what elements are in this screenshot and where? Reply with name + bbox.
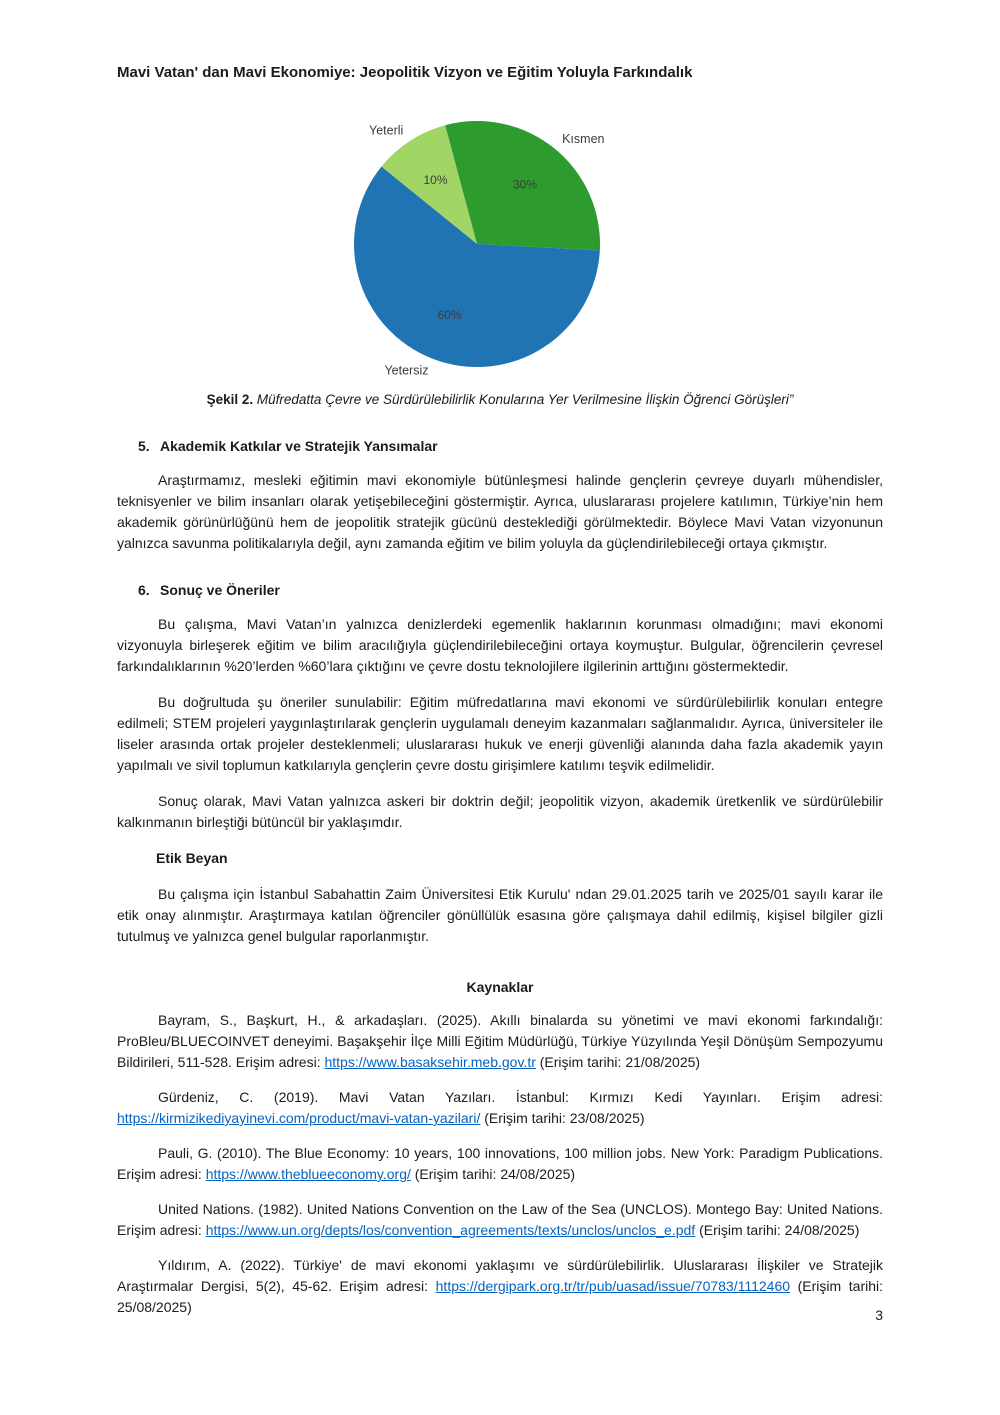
pie-slice-label: Yetersiz xyxy=(384,363,429,378)
reference-link[interactable]: https://kirmizikediyayinevi.com/product/mavi-vatan-yazilari/ xyxy=(117,1110,481,1126)
section-5-paragraph: Araştırmamız, mesleki eğitimin mavi ekonomiyle bütünleşmesi halinde gençlerin çevreye duyarlı mühendisler, teknisyenler ve bilim insanları olarak yetişebileceğini göstermiştir. Ayrıca, uluslararası projelere katılımın, Türkiye’nin hem akademik görünürlüğünü hem de jeopolitik stratejik gücünü desteklediği görülmektedir. Böylece Mavi Vatan vizyonunun yalnızca savunma politikalarıyla değil, aynı zamanda eğitim ve bilim yoluyla da güçlendirilebileceği ortaya çıkmıştır. xyxy=(117,472,883,551)
pie-chart xyxy=(340,113,660,378)
reference-text: (Erişim tarihi: 24/08/2025) xyxy=(695,1222,860,1238)
reference-text: Gürdeniz, C. (2019). Mavi Vatan Yazıları. İstanbul: Kırmızı Kedi Yayınları. Erişim adresi: xyxy=(158,1089,883,1105)
reference-item-2 xyxy=(117,1087,883,1129)
section-6-title: Sonuç ve Öneriler xyxy=(160,582,280,598)
reference-item-3 xyxy=(117,1143,883,1185)
page-number: 3 xyxy=(875,1307,883,1323)
section-6-number: 6. xyxy=(138,582,150,598)
reference-text: (Erişim tarihi: 23/08/2025) xyxy=(480,1110,645,1126)
figure-block xyxy=(117,113,883,410)
section-5-number: 5. xyxy=(138,438,150,454)
reference-item-1 xyxy=(117,1010,883,1073)
figure-caption-label: Şekil 2. xyxy=(206,392,254,407)
reference-item-5 xyxy=(117,1255,883,1318)
ethics-heading: Etik Beyan xyxy=(156,850,228,866)
reference-link[interactable]: https://www.un.org/depts/los/convention_agreements/texts/unclos/unclos_e.pdf xyxy=(205,1222,696,1238)
section-5-heading xyxy=(117,436,883,457)
reference-text: Bayram, S., Başkurt, H., & arkadaşları. (2025). Akıllı binalarda su yönetimi ve mavi ekonomi farkındalığı: ProBleu/BLUECOINVET deneyimi. Başakşehir İlçe Milli Eğitim Müdürlüğü, Türkiye Yüzyılında Yeşil Dönüşüm Sempozyumu Bildirileri, 511-528. Erişim adresi: xyxy=(117,1012,883,1070)
conclusion-paragraph-1: Bu çalışma, Mavi Vatan’ın yalnızca denizlerdeki egemenlik haklarının korunması olmadığını; mavi ekonomi vizyonuyla birleşerek eğitim ve bilim aracılığıyla güçlendirilebileceğini ortaya koymuştur. Bulgular, öğrencilerin çevresel farkındalıklarının %20’lerden %60’lara çıktığını ve çevre dostu teknolojilere ilgilerinin arttığını göstermektedir. xyxy=(117,616,883,674)
reference-text: Yıldırım, A. (2022). Türkiye' de mavi ekonomi yaklaşımı ve sürdürülebilirlik. Uluslararası İlişkiler ve Stratejik Araştırmalar Dergisi, 5(2), 45-62. Erişim adresi: xyxy=(117,1257,883,1294)
reference-text: (Erişim tarihi: 21/08/2025) xyxy=(535,1054,701,1070)
paper-title: Mavi Vatan' dan Mavi Ekonomiye: Jeopolitik Vizyon ve Eğitim Yoluyla Farkındalık xyxy=(117,64,693,81)
reference-link[interactable]: https://dergipark.org.tr/tr/pub/uasad/issue/70783/1112460 xyxy=(435,1278,791,1294)
reference-text: United Nations. (1982). United Nations Convention on the Law of the Sea (UNCLOS). Montego Bay: United Nations. Erişim adresi: xyxy=(117,1201,883,1238)
reference-text: (Erişim tarihi: 24/08/2025) xyxy=(410,1166,576,1182)
pie-slice-label: Yeterli xyxy=(369,123,404,138)
reference-item-4 xyxy=(117,1199,883,1241)
pie-percent-label: 30% xyxy=(512,177,538,192)
conclusion-paragraph-3: Sonuç olarak, Mavi Vatan yalnızca askeri bir doktrin değil; jeopolitik vizyon, akademik üretkenlik ve sürdürülebilir kalkınmanın birleştiği bütüncül bir yaklaşımdır. xyxy=(117,793,883,830)
pie-percent-label: 60% xyxy=(437,308,462,323)
pie-slice-label: Kısmen xyxy=(562,131,605,146)
reference-text: (Erişim tarihi: 25/08/2025) xyxy=(117,1278,883,1315)
ethics-paragraph: Bu çalışma için İstanbul Sabahattin Zaim Üniversitesi Etik Kurulu' ndan 29.01.2025 tarih ve 2025/01 sayılı karar ile etik onay alınmıştır. Araştırmaya katılan öğrenciler gönüllülük esasına göre çalışmaya dahil edilmiş, kişisel bilgiler gizli tutulmuş ve yalnızca genel bulgular raporlanmıştır. xyxy=(117,886,883,944)
reference-link[interactable]: https://www.theblueeconomy.org/ xyxy=(205,1166,411,1182)
section-6-heading xyxy=(117,580,883,601)
references-heading: Kaynaklar xyxy=(466,979,534,995)
figure-caption-text: Müfredatta Çevre ve Sürdürülebilirlik Konularına Yer Verilmesine İlişkin Öğrenci Görüşleri” xyxy=(253,392,794,407)
section-5-title: Akademik Katkılar ve Stratejik Yansımalar xyxy=(160,438,438,454)
conclusion-paragraph-2: Bu doğrultuda şu öneriler sunulabilir: Eğitim müfredatlarına mavi ekonomi ve sürdürülebilirlik konuları entegre edilmeli; STEM projeleri yaygınlaştırılarak gençlerin uygulamalı deneyim kazanmaları sağlanmalıdır. Ayrıca, üniversiteler ile liseler arasında ortak projeler desteklenmeli; uluslararası hukuk ve enerji güvenliği alanında daha fazla akademik yayın yapılmalı ve sivil toplumun katkılarıyla gençlerin çevre dostu girişimlere katılımı teşvik edilmelidir. xyxy=(117,694,883,773)
figure-caption xyxy=(117,389,883,410)
reference-text: Pauli, G. (2010). The Blue Economy: 10 years, 100 innovations, 100 million jobs. New York: Paradigm Publications. Erişim adresi: xyxy=(117,1145,883,1182)
reference-link[interactable]: https://www.basaksehir.meb.gov.tr xyxy=(324,1054,536,1070)
pie-percent-label: 10% xyxy=(423,173,448,187)
